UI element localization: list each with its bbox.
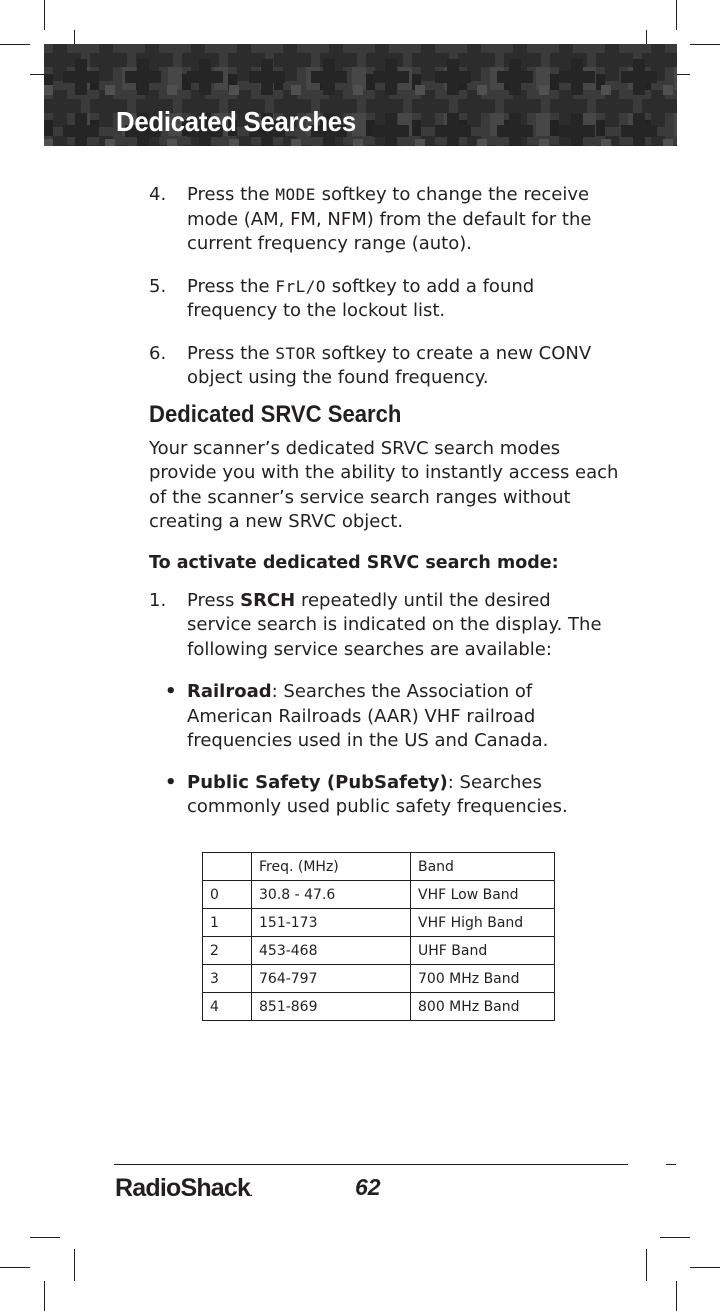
intro-paragraph: Your scanner’s dedicated SRVC search modes provide you with the ability to instantly access each of the scanner’s service search ranges without creating a new SRVC object. — [149, 437, 619, 532]
logo-dot: . — [250, 1188, 252, 1198]
table-cell: 700 MHz Band — [411, 965, 555, 993]
table-header-row — [203, 853, 555, 881]
table-cell: 453-468 — [252, 937, 411, 965]
content-body — [149, 183, 619, 837]
softkey-label: STOR — [275, 343, 316, 363]
table-cell: 151-173 — [252, 909, 411, 937]
table-row — [203, 909, 555, 937]
step-text: softkey to create a new CONV object using the found frequency. — [187, 342, 592, 388]
bullet-label: Railroad — [187, 681, 272, 702]
bullet-item — [149, 680, 619, 754]
table-cell: 800 MHz Band — [411, 993, 555, 1021]
crop-mark — [0, 1267, 30, 1268]
table-cell: VHF High Band — [411, 909, 555, 937]
list-item — [149, 589, 619, 663]
bullet-item — [149, 771, 619, 820]
logo-text: RadioShack — [115, 1174, 251, 1202]
step-number: 6. — [149, 342, 167, 364]
frequency-table — [202, 852, 555, 1021]
table-row — [203, 965, 555, 993]
table-cell: 3 — [203, 965, 252, 993]
table-row — [203, 937, 555, 965]
crop-mark — [44, 0, 45, 30]
procedure-heading: To activate dedicated SRVC search mode: — [149, 552, 559, 573]
crop-mark — [666, 1164, 676, 1165]
crop-mark — [74, 1249, 75, 1281]
table-cell: 30.8 - 47.6 — [252, 881, 411, 909]
header-banner — [44, 44, 677, 146]
crop-mark — [676, 1281, 677, 1311]
table-cell: 2 — [203, 937, 252, 965]
page-number: 62 — [355, 1174, 381, 1200]
step-text: Press the — [187, 342, 276, 364]
crop-mark — [676, 0, 677, 30]
table-row — [203, 881, 555, 909]
bullet-icon: • — [165, 771, 177, 793]
list-item — [149, 275, 619, 324]
step-text: Press the — [187, 184, 276, 205]
crop-mark — [0, 44, 30, 45]
crop-mark — [690, 1267, 720, 1268]
list-item — [149, 342, 619, 391]
footer-divider — [114, 1164, 628, 1165]
step-text: Press — [187, 589, 241, 611]
bullet-text: : Searches commonly used public safety frequencies. — [187, 771, 568, 817]
table-header-cell: Freq. (MHz) — [252, 853, 411, 881]
step-text: softkey to change the receive mode (AM, FM, NFM) from the default for the current frequency range (auto). — [187, 184, 592, 254]
crop-mark — [646, 1249, 647, 1281]
table-cell: 851-869 — [252, 993, 411, 1021]
softkey-label: FrL/O — [275, 276, 327, 296]
table-cell: VHF Low Band — [411, 881, 555, 909]
key-label: SRCH — [240, 589, 296, 611]
table-row — [203, 993, 555, 1021]
table-header-cell: Band — [411, 853, 555, 881]
step-text: Press the — [187, 275, 276, 297]
softkey-label: MODE — [275, 185, 316, 204]
bullet-text: : Searches the Association of American Railroads (AAR) VHF railroad frequencies used in the US and Canada. — [187, 681, 549, 751]
step-number: 1. — [149, 589, 167, 611]
crop-mark — [30, 1237, 60, 1238]
section-heading: Dedicated SRVC Search — [149, 400, 402, 428]
radioshack-logo — [115, 1174, 252, 1203]
step-number: 5. — [149, 275, 167, 297]
list-item — [149, 183, 619, 257]
table-header-cell — [203, 853, 252, 881]
table-cell: 0 — [203, 881, 252, 909]
table-cell: 1 — [203, 909, 252, 937]
crop-mark — [44, 1281, 45, 1311]
step-text: repeatedly until the desired service search is indicated on the display. The following service searches are available: — [187, 589, 602, 660]
table-cell: 764-797 — [252, 965, 411, 993]
table-cell: UHF Band — [411, 937, 555, 965]
page-title: Dedicated Searches — [116, 106, 356, 137]
crop-mark — [690, 44, 720, 45]
step-number: 4. — [149, 184, 167, 205]
bullet-label: Public Safety (PubSafety) — [187, 771, 448, 793]
step-text: softkey to add a found frequency to the lockout list. — [187, 275, 535, 321]
table-cell: 4 — [203, 993, 252, 1021]
bullet-icon: • — [165, 681, 177, 702]
crop-mark — [660, 1237, 690, 1238]
